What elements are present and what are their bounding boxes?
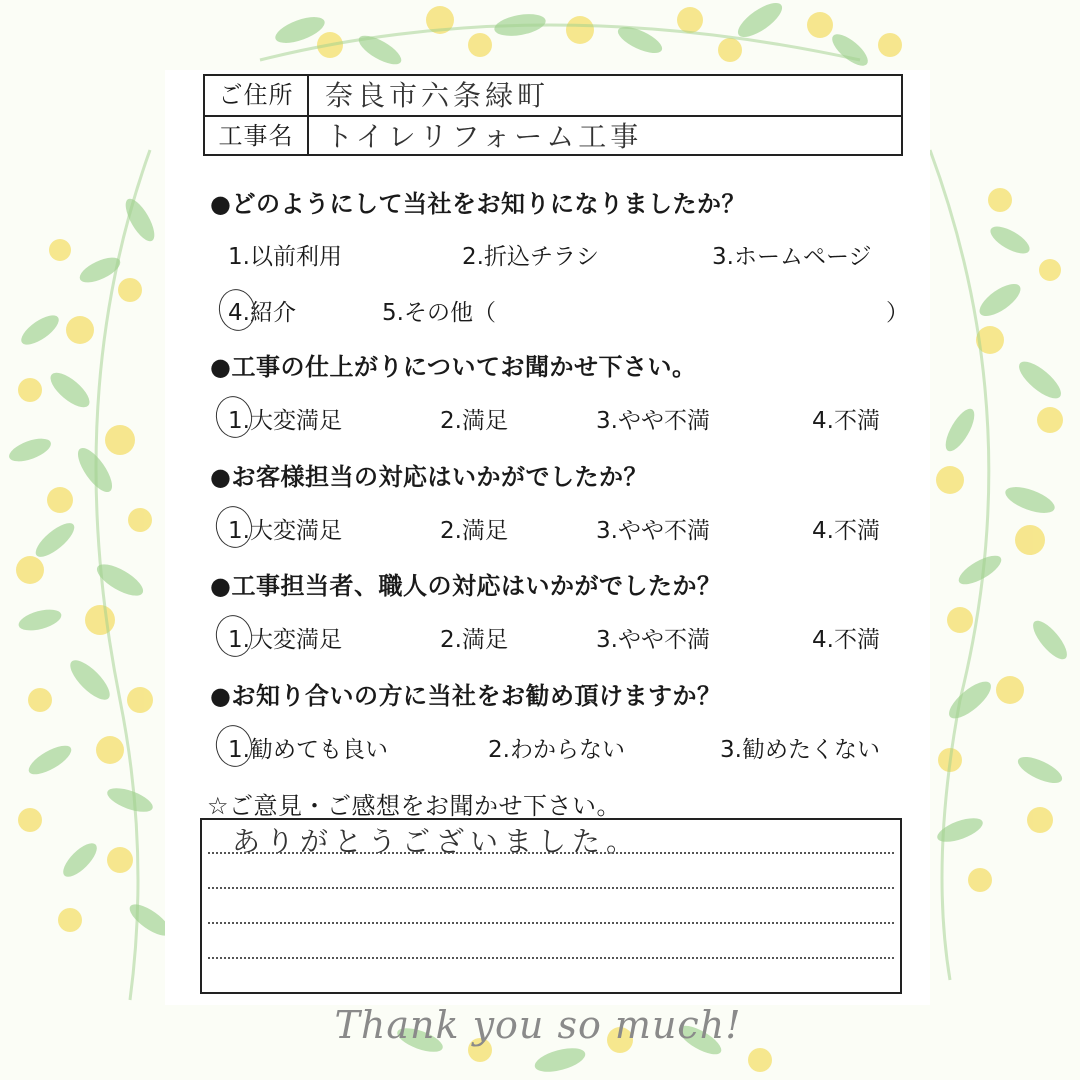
work-name-row — [205, 117, 901, 156]
q2-option-somewhat-dissatisfied[interactable]: 3.やや不満 — [596, 408, 710, 434]
q2-option-dissatisfied[interactable]: 4.不満 — [812, 408, 880, 434]
redaction-mask — [708, 80, 898, 108]
thank-you-script: Thank you so much! — [334, 1003, 742, 1047]
q4-option-dissatisfied[interactable]: 4.不満 — [812, 627, 880, 653]
option-other[interactable]: 5.その他（ — [382, 300, 496, 326]
dotted-line — [208, 922, 894, 924]
address-value: 奈良市六条緑町 — [325, 79, 550, 112]
comments-heading: ☆ご意見・ご感想をお聞かせ下さい。 — [207, 792, 622, 820]
option-flyer[interactable]: 2.折込チラシ — [462, 244, 599, 270]
q3-option-very-satisfied[interactable]: 1.大変満足 — [228, 518, 342, 544]
question-sales-staff: ●お客様担当の対応はいかがでしたか？ — [210, 463, 648, 491]
address-label: ご住所 — [205, 76, 309, 115]
q2-option-very-satisfied[interactable]: 1.大変満足 — [228, 408, 342, 434]
question-how-found: ●どのようにして当社をお知りになりましたか？ — [210, 190, 746, 218]
question-craftsmen: ●工事担当者、職人の対応はいかがでしたか？ — [210, 572, 722, 600]
dotted-line — [208, 887, 894, 889]
option-referral[interactable]: 4.紹介 — [228, 300, 296, 326]
work-name-label: 工事名 — [205, 117, 309, 156]
option-previous-use[interactable]: 1.以前利用 — [228, 244, 342, 270]
work-name-value: トイレリフォーム工事 — [325, 120, 643, 153]
q5-option-not-recommend[interactable]: 3.勧めたくない — [720, 737, 880, 763]
question-recommend: ●お知り合いの方に当社をお勧め頂けますか？ — [210, 682, 722, 710]
dotted-line — [208, 957, 894, 959]
q4-option-very-satisfied[interactable]: 1.大変満足 — [228, 627, 342, 653]
q5-option-unsure[interactable]: 2.わからない — [488, 737, 625, 763]
q3-option-dissatisfied[interactable]: 4.不満 — [812, 518, 880, 544]
option-other-close: ） — [886, 300, 909, 326]
comments-handwritten-text: ありがとうございました。 — [232, 825, 641, 858]
comments-box[interactable] — [200, 818, 902, 994]
question-finish-quality: ●工事の仕上がりについてお聞かせ下さい。 — [210, 353, 697, 381]
q3-option-somewhat-dissatisfied[interactable]: 3.やや不満 — [596, 518, 710, 544]
option-homepage[interactable]: 3.ホームページ — [712, 244, 872, 270]
dotted-line — [208, 852, 894, 854]
q5-option-recommend[interactable]: 1.勧めても良い — [228, 737, 388, 763]
q4-option-somewhat-dissatisfied[interactable]: 3.やや不満 — [596, 627, 710, 653]
q3-option-satisfied[interactable]: 2.満足 — [440, 518, 508, 544]
q2-option-satisfied[interactable]: 2.満足 — [440, 408, 508, 434]
q4-option-satisfied[interactable]: 2.満足 — [440, 627, 508, 653]
